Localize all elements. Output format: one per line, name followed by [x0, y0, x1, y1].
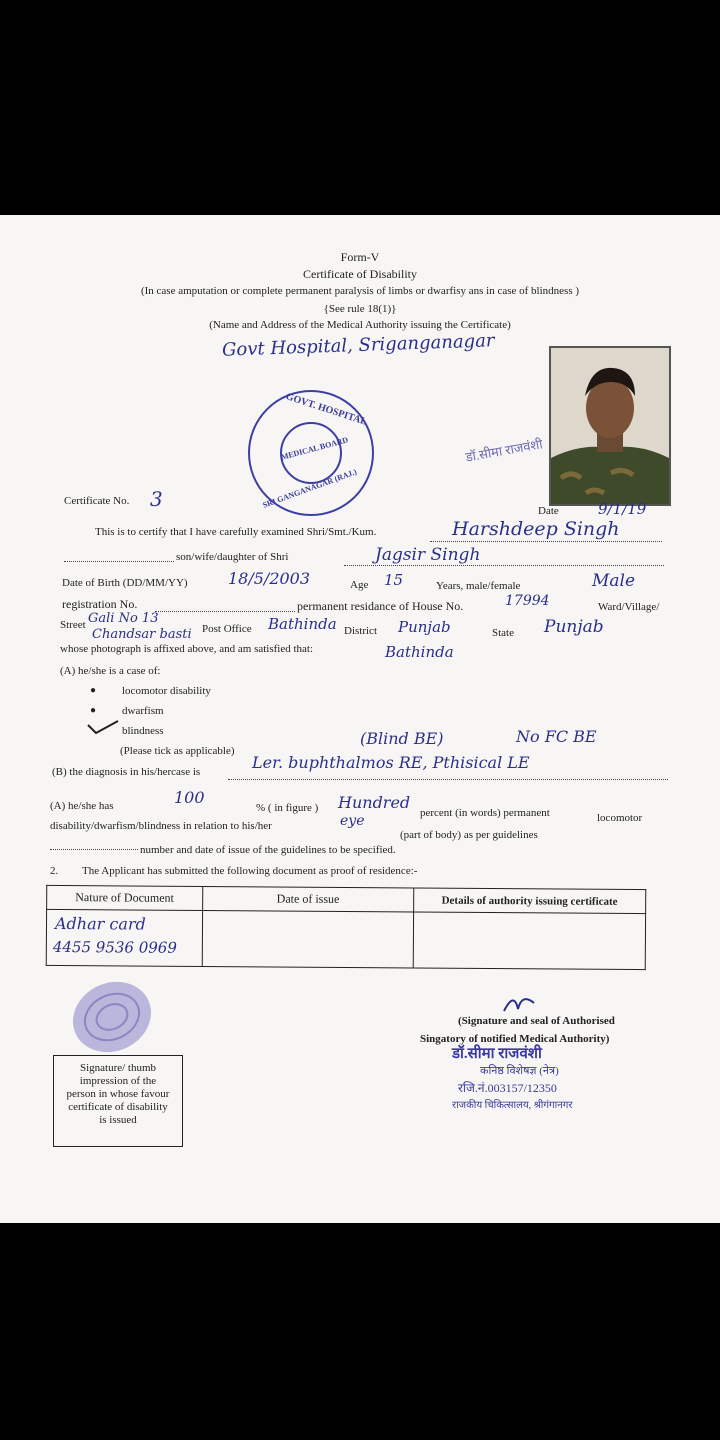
doctor-stamp-overlay: डॉ.सीमा राजवंशी	[464, 436, 544, 465]
form-number: Form-V	[340, 250, 380, 264]
thumb-box-line-2: impression of the	[79, 1075, 157, 1087]
thumb-box-line-5: is issued	[99, 1114, 137, 1126]
option-locomotor: locomotor disability	[122, 685, 211, 697]
post-office-value: Bathinda	[268, 615, 337, 633]
hospital-seal	[248, 390, 374, 516]
header-nature: Nature of Document	[47, 885, 203, 910]
thumb-box-line-1: Signature/ thumb	[79, 1062, 157, 1074]
age-value: 15	[384, 571, 404, 589]
cert-no-label: Certificate No.	[64, 495, 130, 507]
house-value: 17994	[505, 593, 550, 609]
diagnosis-label: (B) the diagnosis in his/hercase is	[52, 766, 201, 778]
stamp-place: राजकीय चिकित्सालय, श्रीगंगानगर	[452, 1100, 573, 1111]
locomotor-word: locomotor	[597, 812, 643, 824]
photo-statement: whose photograph is affixed above, and am satisfied that:	[60, 643, 314, 655]
applicant-photo	[549, 346, 671, 506]
body-part-text: (part of body) as per guidelines	[400, 829, 538, 841]
guidelines-text: number and date of issue of the guidelines to be specified.	[140, 844, 396, 856]
relation-text: disability/dwarfism/blindness in relation to his/her	[50, 820, 272, 832]
state-value: Punjab	[544, 617, 604, 637]
percent-value: 100	[174, 788, 205, 807]
form-rule: {See rule 18(1)}	[323, 303, 397, 315]
percent-label-a: (A) he/she has	[50, 800, 114, 812]
cert-no-value: 3	[150, 487, 163, 511]
residence-document-table	[46, 885, 647, 970]
form-subtitle: (In case amputation or complete permanent paralysis of limbs or dwarfisy ans in case of blindness )	[140, 285, 580, 297]
cell-date	[202, 910, 413, 967]
son-of-text: son/wife/daughter of Shri	[176, 551, 289, 563]
header-authority: Details of authority issuing certificate	[413, 888, 645, 914]
tick-note: (Please tick as applicable)	[120, 745, 235, 757]
stamp-name: डॉ.सीमा राजवंशी	[452, 1046, 542, 1062]
percent-label-b: % ( in figure )	[256, 802, 319, 814]
form-title: Certificate of Disability	[303, 267, 417, 281]
district-value: Punjab	[398, 618, 451, 636]
cell-authority	[413, 912, 646, 970]
doc-name-value: Adhar card	[54, 913, 146, 934]
cell-document	[46, 909, 202, 966]
street-value: Gali No 13	[88, 611, 159, 626]
permanent-residence-text: permanent residance of House No.	[297, 599, 464, 613]
date-value: 9/1/19	[598, 500, 647, 518]
option-dwarfism: dwarfism	[122, 705, 164, 717]
name-value: Harshdeep Singh	[452, 518, 620, 540]
authority-signature	[500, 989, 540, 1017]
ward-text: Ward/Village/	[598, 601, 660, 613]
seal-text-middle: MEDICAL BOARD	[280, 435, 350, 462]
section2-number: 2.	[50, 865, 59, 877]
thumb-box	[53, 1055, 183, 1147]
authority-caption: (Name and Address of the Medical Authority issuing the Certificate)	[209, 319, 511, 331]
street-value-2: Chandsar basti	[92, 627, 192, 642]
body-part-value: eye	[340, 813, 365, 829]
thumb-impression	[66, 977, 158, 1057]
certificate-page: Form-V Certificate of Disability (In case amputation or complete permanent paralysis of limbs or dwarfisy ans in case of blindness ) {See rule 18(1)} (Name and Address of the Medical Authority issuing the Certificate) Govt Hospital, Sriganganagar GOVT. HOSPITAL MEDICAL BOARD SRI GANGANAGAR (RAJ.) डॉ.सीमा राजवंशी Certificate No. 3 Date 9/1/19 This is to certify that I have carefully examined Shri/Smt./Kum. Harshdeep Singh son/wife/daughter of Shri Jagsir Singh Date of Birth (DD/MM/YY) 18/5/2003 Age 15 Years, male/female Male registration No. permanent residance of House No. 17994 Ward/Village/ Street Gali No 13 Chandsar basti Post Office Bathinda District Punjab State Punjab whose photograph is affixed above, and am satisfied that: Bathinda (A) he/she is a case of: ● locomotor disability ● dwarfism blindness (Please tick as applicable) (Blind BE) No FC BE (B) the diagnosis in his/hercase is Ler. buphthalmos RE, Pthisical LE (A) he/she has 100 % ( in figure ) Hundred percent (in words) permanent locomotor disability/dwarfism/blindness in relation to his/her eye (part of body) as per guidelines number and date of issue of the guidelines to be specified. 2. The Applicant has submitted the following document as proof of residence:- Nature of Document Date of issue Details of authority issuing certificate Adhar card 4455 9536 0969 (Signature and seal of Authorised Singatory of notified Medical Authority) डॉ.सीमा राजवंशी कनिष्ठ विशेषज्ञ (नेत्र) रजि.नं.003157/12350 राजकीय चिकित्सालय, श्रीगंगानगर Signature/ thumb impression of the person in whose favour certificate of disability is issued	[0, 215, 720, 1223]
thumb-box-line-4: certificate of disability	[68, 1101, 168, 1113]
district-label: District	[344, 625, 377, 637]
option-blindness: blindness	[122, 725, 164, 737]
percent-label-c: percent (in words) permanent	[420, 807, 550, 819]
dob-value: 18/5/2003	[228, 569, 311, 588]
age-label: Age	[350, 579, 369, 591]
date-label: Date	[538, 505, 559, 517]
header-date: Date of issue	[202, 886, 413, 911]
case-label: (A) he/she is a case of:	[60, 665, 161, 677]
thumb-box-line-3: person in whose favour	[66, 1088, 170, 1100]
gender-value: Male	[592, 571, 636, 591]
stamp-title: कनिष्ठ विशेषज्ञ (नेत्र)	[480, 1065, 559, 1077]
diagnosis-value: Ler. buphthalmos RE, Pthisical LE	[252, 753, 530, 772]
doc-number-value: 4455 9536 0969	[52, 937, 177, 957]
section2-text: The Applicant has submitted the following document as proof of residence:-	[82, 865, 418, 877]
handnote-blind: (Blind BE)	[360, 729, 444, 748]
seal-text-bottom: SRI GANGANAGAR (RAJ.)	[261, 467, 358, 510]
handnote-fc: No FC BE	[516, 727, 597, 746]
photo-note-value: Bathinda	[385, 643, 454, 661]
street-label: Street	[60, 619, 86, 631]
father-value: Jagsir Singh	[375, 545, 481, 565]
state-label: State	[492, 627, 514, 639]
seal-text-top: GOVT. HOSPITAL	[284, 391, 369, 428]
certify-text: This is to certify that I have carefully examined Shri/Smt./Kum.	[95, 526, 377, 538]
post-office-label: Post Office	[202, 623, 252, 635]
stamp-reg: रजि.नं.003157/12350	[458, 1081, 557, 1095]
signature-caption-2: Singatory of notified Medical Authority)	[420, 1033, 610, 1045]
tick-mark	[86, 717, 120, 737]
signature-caption: (Signature and seal of Authorised	[458, 1015, 615, 1027]
authority-handwritten: Govt Hospital, Sriganganagar	[221, 330, 495, 361]
percent-words-value: Hundred	[338, 793, 411, 812]
dob-label: Date of Birth (DD/MM/YY)	[62, 577, 188, 589]
registration-label: registration No.	[62, 597, 138, 611]
years-text: Years, male/female	[436, 580, 521, 592]
